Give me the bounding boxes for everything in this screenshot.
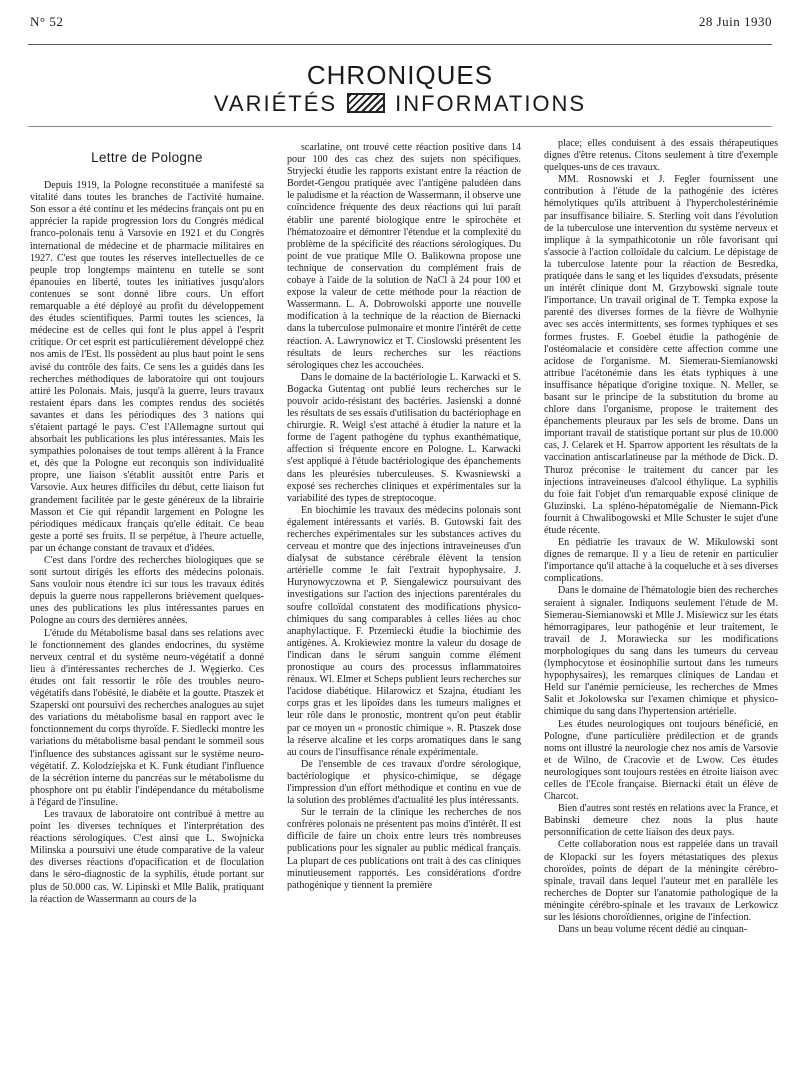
article-column-1 (30, 142, 264, 906)
article-paragraph: Les études neurologiques ont toujours bénéficié, en Pologne, d'une particulière prédilection et de grands noms ont illustré la neurologie chez nos amis de Varsovie et de Wilno, de Cracovie et de Lwow. Ces études neurologiques sont toujours restées en étroite liaison avec celles de l'Ecole française. Biernacki était un élève de Charcot. (544, 718, 778, 803)
masthead-varietes: VARIÉTÉS (213, 91, 338, 116)
article-paragraph: Bien d'autres sont restés en relations avec la France, et Babinski demeure chez nous la plus haute personnification de cette liaison des deux pays. (544, 803, 778, 839)
issue-date: 28 Juin 1930 (698, 14, 772, 29)
masthead-subtitle (0, 91, 800, 117)
article-paragraph: Dans un beau volume récent dédié au cinquan- (558, 924, 748, 936)
article-paragraph: scarlatine, ont trouvé cette réaction positive dans 14 pour 100 des cas chez des sujets non spécifiques. Stryjecki étudie les rapports existant entre la réaction de Bordet-Gengou pratiquée avec l'antigène paludéen dans le paludisme et la réaction de Wassermann, il observe une coïncidence fréquente des deux réactions qui lui paraît établir une parenté biologique entre le spirochète et l'hématozoaire et démontrer l'étendue et la complexité du problème de la spécificité des réactions sérologiques. Du point de vue pratique Mlle O. Balikowna propose une technique de conservation du complément frais de cobaye à l'aide de la solution de NaCl à 24 pour 100 et expose la valeur de cette méthode pour la réaction de Wassermann. L. A. Dobrowolski apporte une nouvelle modification à la technique de la réaction de Biernacki dans la tuberculose pulmonaire et montre l'intérêt de cette réaction. A. Lawrynowicz et T. Cioslowski présentent les résultats de leurs recherches sur les réactions sérologiques chez les accouchées. (287, 142, 521, 371)
article-paragraph: En pédiatrie les travaux de W. Mikulowski sont dignes de remarque. Il y a lieu de retenir en particulier l'importance qu'il attache à la coqueluche et à ses diverses complications. (544, 537, 778, 585)
masthead-informations: INFORMATIONS (395, 91, 587, 116)
article-column-2 (287, 142, 521, 892)
article-paragraph: Sur le terrain de la clinique les recherches de nos confrères polonais ne présentent pas moins d'intérêt. Il est difficile de faire un choix entre leurs très nombreuses publications pour les signaler au public médical français. La plupart de ces publications ont trait à des cas cliniques minutieusement rapportés. Les considérations d'ordre pathogénique y tiennent la première (287, 807, 521, 891)
issue-number: N° 52 (30, 14, 64, 29)
article-paragraph: En biochimie les travaux des médecins polonais sont également intéressants et variés. B. Gutowski fait des recherches expérimentales sur les substances actives du cerveau et montre que des injections intraveineuses d'un dialysat de substance cérébrale élèvent la tension artérielle comme le fait l'extrait hypophysaire. J. Hurynowyczowna et P. Siengalewicz poursuivant des investigations sur l'action des injections parentérales du soufre colloïdal constatent des modifications physico-chimiques du sang comparables à celles liées au choc anaphylactique. F. Przemiecki étudie la biochimie des antigènes. A. Krokiewiez montre la valeur du dosage de l'indican dans le sérum sanguin comme élément pronostique au cours des processus inflammatoires rénaux. Wl. Elmer et Scheps publient leurs recherches sur l'acidose diabétique. Hilarowicz et Szajna, étudiant les corps gras et les lipoïdes dans les tumeurs malignes et leur rôle dans le pronostic, montrent qu'on peut établir par ce moyen un « pronostic chimique ». R. Ptaszek dose la réserve alcaline et les corps aromatiques dans le sang au cours de l'insuffisance rénale expérimentale. (287, 504, 521, 758)
article-column-3 (544, 138, 778, 936)
article-paragraph: L'étude du Métabolisme basal dans ses relations avec le fonctionnement des glandes endocrines, du système nerveux central et du système neuro-végétatif a donné lieu à d'intéressantes recherches de J. Węgierko. Ces études ont fait ressortir le rôle des troubles neuro-végétatifs dans l'obésité, le diabète et la goutte. Ptaszek et Szaperski ont poursuivi des recherches analogues au sujet des variations du métabolisme basal en rapport avec le fonctionnement du corps thyroïde. F. Siedlecki montre les variations du métabolisme basal pendant le sommeil sous l'influence des substances agissant sur le système neuro-végétatif. Z. Kolodziejska et K. Funk étudiant l'influence de la sécrétion interne du pancréas sur le métabolisme du phosphore ont pu établir l'indépendance du métabolisme à l'égard de l'insuline. (30, 627, 264, 808)
article-paragraph: C'est dans l'ordre des recherches biologiques que se sont surtout dirigés les efforts des médecins polonais. Sans vouloir nous étendre ici sur tous les travaux édités depuis la guerre nous rappellerons brièvement quelques-unes des publications les plus intéressantes parues en Pologne au cours des dernières années. (30, 555, 264, 627)
header-divider (28, 44, 772, 45)
article-paragraph: Les travaux de laboratoire ont contribué à mettre au point les diverses techniques et l'interprétation des réactions sérologiques. C'est ainsi que L. Swojnicka Milinska a poursuivi une étude comparative de la valeur des diverses réactions d'opacification et de floculation dans le séro-diagnostic de la syphilis, étude portant sur plus de 50.000 cas. W. Lipinski et Mlle Balik, pratiquant la réaction de Wassermann au cours de la (30, 808, 264, 905)
article-paragraph: Dans le domaine de l'hématologie bien des recherches seraient à signaler. Indiquons seulement l'étude de M. Siemerau-Siemianowski et Mlle J. Misiewicz sur les états hémorragipares, leur pathogénie et leur traitement, le travail de J. Morawiecka sur les modifications morphologiques du sang dans les tumeurs du cerveau (lymphocytose et éosinophilie surtout dans les tumeurs hypophysaires), les remarques cliniques de Landau et Held sur l'anémie pernicieuse, les recherches de Mmes Salit et Jokolowska sur l'examen chimique et physico-chimique du sang dans l'hypertension artérielle. (544, 585, 778, 718)
article-paragraph: Dans le domaine de la bactériologie L. Karwacki et S. Bogacka Gutentag ont publié leurs recherches sur le pouvoir acido-résistant des bactéries. Jasienski a donné les résultats de ses essais d'utilisation du bactériophage en chirurgie. R. Weigl s'est attaché à étudier la nature et la forme de l'agent pathogène du typhus exanthématique, affection si fréquente encore en Pologne. L. Karwacki s'est appliqué à l'étude bactériologique des épanchements dans les pleurésies tuberculeuses. S. Kwasniewski a exposé ses recherches cliniques et expérimentales sur la variabilité des types de streptocoque. (287, 371, 521, 504)
masthead-title: CHRONIQUES (306, 60, 494, 90)
article-paragraph: Cette collaboration nous est rappelée dans un travail de Klopacki sur les foyers métastatiques des plexus choroïdes, points de départ de la méningite cérébro-spinale, travail dans lequel l'auteur met en parallèle les recherches de Dopter sur l'anatomie pathologique de la méningite cérébro-spinale et les travaux de Lerkowicz sur les lésions choroïdiennes, origine de l'infection. (544, 839, 778, 923)
article-title: Lettre de Pologne (91, 150, 203, 165)
article-paragraph: Depuis 1919, la Pologne reconstituée a manifesté sa vitalité dans toutes les branches de l'activité humaine. Son essor a été continu et les médecins français ont pu en apprécier la rapide progression lors du Congrès médical franco-polonais tenu à Varsovie en 1921 et du Congrès international de médecine et de pharmacie militaires en 1927. C'est que toutes les réserves intellectuelles de ce peuple trop longtemps maintenu en tutelle se sont épanouies en liberté, toutes les initiatives jusqu'alors contenues se sont donné libre cours. Un effort remarquable a été déployé au profit du développement des études scientifiques. Parmi toutes les sciences, la médecine est de celles qui font le plus appel à l'esprit critique. Or cet esprit est particulièrement développé chez nos amis de l'Est. Ils possèdent au plus haut point le sens avisé du contrôle des faits. Ce sens les a guidés dans les recherches méthodiques de laboratoire qui ont toujours attiré les Polonais. Mais, jusqu'à la guerre, leurs travaux restaient épars dans les comptes rendus des sociétés savantes et dans les périodiques des 3 nations qui s'étaient partagé le pays. C'est l'Allemagne surtout qui absorbait les publications les plus intéressantes. Mais les sympathies polonaises de tout temps allèrent à la France et, dès que la Pologne eut reconquis son individualité propre, une liaison s'établit aussitôt entre Paris et Varsovie. Aux heures difficiles du début, cette liaison fut grandement facilitée par le geste généreux de la librairie Masson et Cie qui répandit largement en Pologne les périodiques médicaux français qu'elle éditait. Ce beau geste a porté ses fruits. Il se perpétue, à l'heure actuelle, par un échange constant de travaux et d'idées. (30, 180, 264, 554)
article-paragraph: place; elles conduisent à des essais thérapeutiques dignes d'être retenus. Citons seulement à titre d'exemple quelques-uns de ces travaux. (544, 138, 778, 174)
article-paragraph: De l'ensemble de ces travaux d'ordre sérologique, bactériologique et physico-chimique, se dégage l'impression d'un effort méthodique et continu en vue de la solution des problèmes d'actualité les plus intéressants. (287, 758, 521, 807)
article-paragraph: MM. Rosnowski et J. Fegler fournissent une contribution à l'étude de la pathogénie des ictères hémolytiques qu'ils attribuent à l'hypercholestérinémie par insuffisance biliaire. S. Sterling voit dans l'évolution de la tuberculose une intervention du système nerveux et implique à la sympathicotonie un rôle favorisant qui s'associe à l'action colloïdale du calcium. Le dépistage de la tuberculose latente pour la réaction de Besredka, pratiquée dans le sang et les liquides d'exsudats, présente un intérêt clinique dont M. Grzybowski signale toute l'importance. Un travail original de T. Tempka expose la parenté des diverses formes de la fièvre de Wolhynie avec ses accès intermittents, ses formes typhiques et ses formes frustes. F. Goebel étudie la pathogénie de l'ostéomalacie et considère cette affection comme une acidose de l'organisme. M. Siemerau-Siemianowski attribue l'acétonémie dans les états typhiques à une insuffisance hépatique d'origine toxique. N. Meller, se basant sur le principe de la substitution du brome au chlore dans l'organisme, propose le traitement des épanchements pleuraux par les sels de brome. Dans un important travail de statistique portant sur plus de 10.000 cas, J. Celarek et H. Sparrow apportent les résultats de la vaccination antiscarlatineuse par la méthode de Dick. D. Thuroz préconise le traitement du cancer par les injections intraveineuses d'alcool éthylique. La syphilis du foie fait l'objet d'un remarquable exposé clinique de Gluzinski. La spléno-hépatomégalie de Niemann-Pick fournit à Chwalibogowski et Mlle Schuster le sujet d'une étude récente. (544, 174, 778, 536)
ornament-icon (347, 93, 385, 113)
masthead-divider (28, 126, 772, 127)
